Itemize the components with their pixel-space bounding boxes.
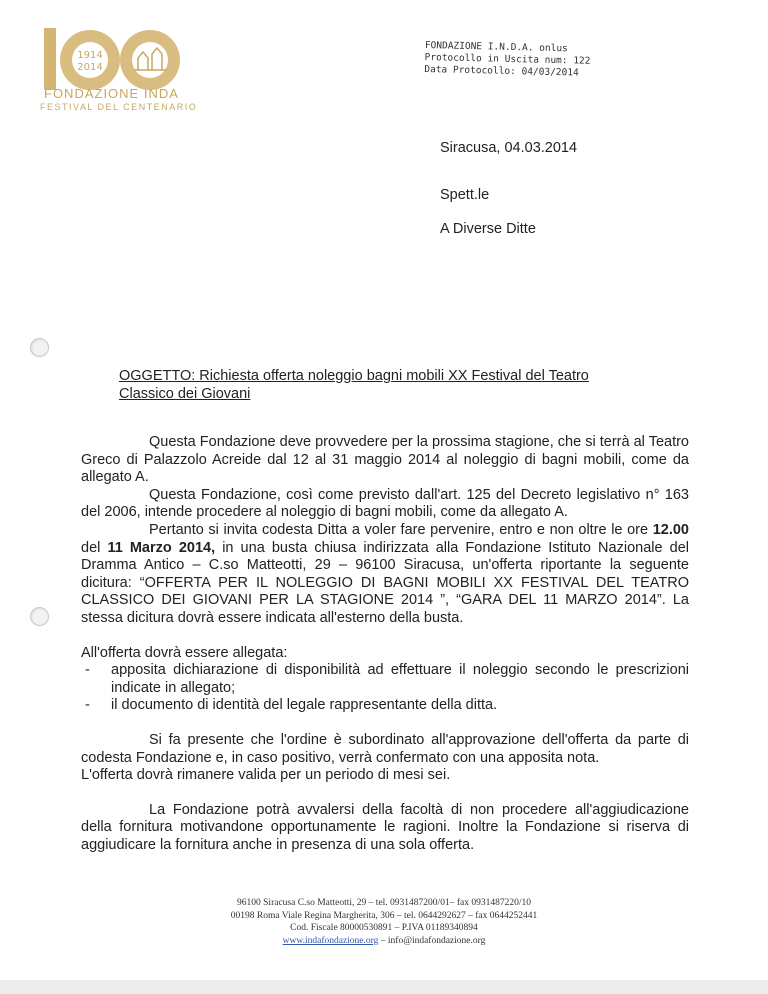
paragraph-7: La Fondazione potrà avvalersi della facoltà di non procedere all'aggiudicazione della fornitura motivandone opportunamente le ragioni. Inoltre la Fondazione si riserva di aggiudicare la fornitura anche in presenza di una sola offerta. [81,801,689,853]
footer-siracusa-address: 96100 Siracusa C.so Matteotti, 29 – tel. 0931487200/01– fax 0931487220/10 [237,898,531,908]
letterhead-footer [0,897,768,947]
paragraph-6: L'offerta dovrà rimanere valida per un periodo di mesi sei. [81,767,451,784]
paragraph-5: Si fa presente che l'ordine è subordinato all'approvazione dell'offerta da parte di codesta Fondazione e, in caso positivo, verrà confermato con una apposita nota. [81,731,689,766]
paragraph-2: Questa Fondazione, così come previsto dall'art. 125 del Decreto legislativo n° 163 del 2006, intende procedere al noleggio di bagni mobili, come da allegato A. [81,486,689,521]
logo-year-end: 2014 [77,62,103,73]
protocol-number: Protocollo in Uscita num: 122 [424,51,591,67]
deadline-date: 11 Marzo 2014, [107,539,216,556]
logo-subtitle: FESTIVAL DEL CENTENARIO [40,102,198,112]
footer-email: – info@indafondazione.org [378,935,486,946]
page-bottom-edge [0,980,768,994]
list-item: - apposita dichiarazione di disponibilità ad effettuare il noleggio secondo le prescrizioni indicate in allegato; [85,662,689,696]
subject-line-2: Classico dei Giovani [119,386,251,402]
salutation: Spett.le [440,187,490,203]
envelope-note: La stessa dicitura dovrà essere indicata all'esterno della busta. [81,592,689,626]
list-item: - il documento di identità del legale rappresentante della ditta. [85,697,498,714]
place-date: Siracusa, 04.03.2014 [440,140,578,156]
deadline-time: 12.00 [652,521,689,538]
paragraph-3: Pertanto si invita codesta Ditta a voler fare pervenire, entro e non oltre le ore 12.00 del 11 Marzo 2014, in una busta chiusa indirizzata alla Fondazione Istituto Nazionale del Dramma Antico – C.so Matteotti, 29 – 96100 Siracusa, un'offerta riportante la seguente dicitura: “OFFERTA PER IL NOLEGGIO DI BAGNI MOBILI XX FESTIVAL DEL TEATRO CLASSICO DEI GIOVANI PER LA STAGIONE 2014 ”, “GARA DEL 11 MARZO 2014”. La stessa dicitura dovrà essere indicata all'esterno della busta. [81,521,689,626]
punch-hole-bottom [30,607,49,626]
protocol-stamp [424,40,625,81]
attachments-intro: All'offerta dovrà essere allegata: [81,644,288,661]
logo-year-start: 1914 [77,50,103,61]
logo-name: FONDAZIONE INDA [44,86,179,101]
letter-body [81,434,689,854]
subject-line-1: OGGETTO: Richiesta offerta noleggio bagni mobili XX Festival del Teatro [119,368,589,384]
paragraph-1: Questa Fondazione deve provvedere per la prossima stagione, che si terrà al Teatro Greco di Palazzolo Acreide dal 12 al 31 maggio 2014 al noleggio di bagni mobili, come da allegato A. [81,434,689,486]
protocol-date: Data Protocollo: 04/03/2014 [424,63,579,79]
logo-digit-one [44,28,56,90]
protocol-organization: FONDAZIONE I.N.D.A. onlus [424,40,568,55]
recipient: A Diverse Ditte [440,221,536,237]
footer-tax-codes: Cod. Fiscale 80000530891 – P.IVA 01189340894 [290,923,478,933]
footer-roma-address: 00198 Roma Viale Regina Margherita, 306 – tel. 0644292627 – fax 0644252441 [230,910,538,921]
punch-hole-top [30,338,49,357]
website-link[interactable]: www.indafondazione.org [282,935,379,946]
subject [119,367,679,403]
